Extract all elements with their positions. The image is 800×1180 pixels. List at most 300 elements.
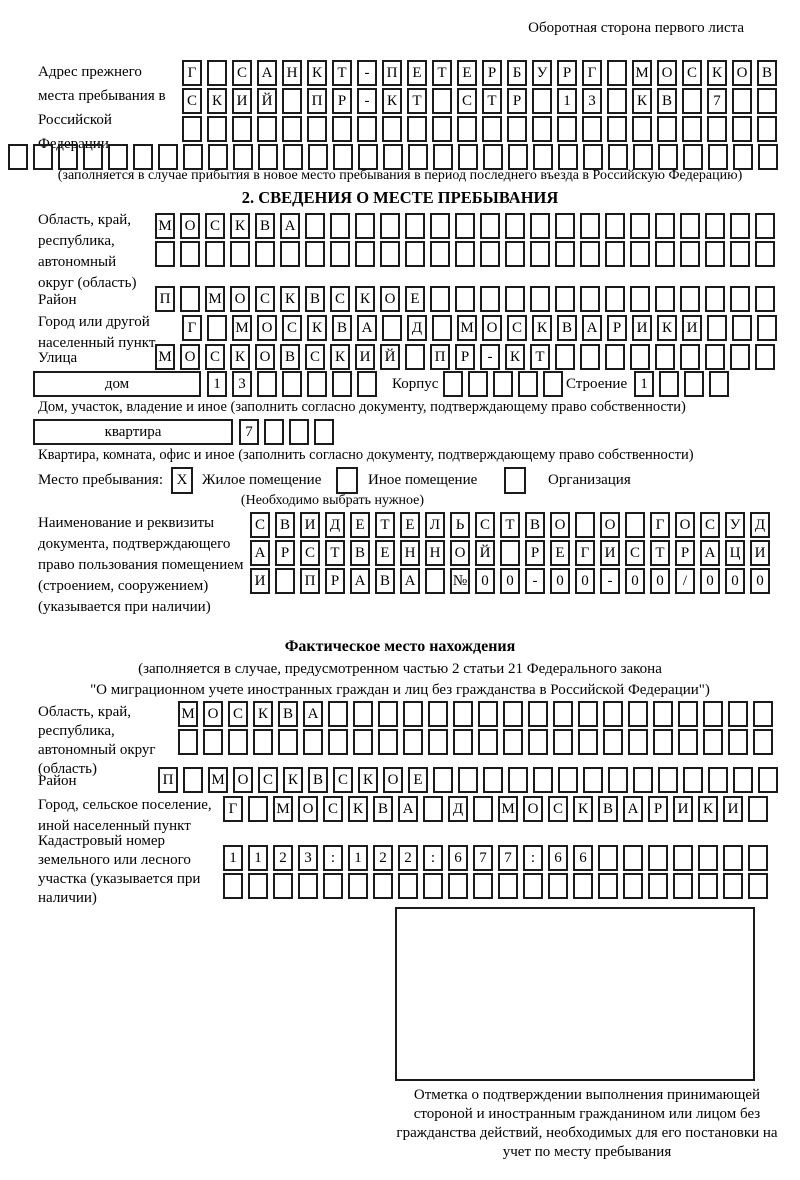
- char-cell[interactable]: 3: [298, 845, 318, 871]
- char-cell[interactable]: [648, 845, 668, 871]
- prev-address-row-2[interactable]: [182, 88, 777, 114]
- char-cell[interactable]: Н: [282, 60, 302, 86]
- char-cell[interactable]: [483, 144, 503, 170]
- char-cell[interactable]: Й: [380, 344, 400, 370]
- char-cell[interactable]: [755, 286, 775, 312]
- char-cell[interactable]: Р: [557, 60, 577, 86]
- char-cell[interactable]: [733, 144, 753, 170]
- char-cell[interactable]: [733, 767, 753, 793]
- char-cell[interactable]: [728, 729, 748, 755]
- char-cell[interactable]: [432, 116, 452, 142]
- char-cell[interactable]: И: [300, 512, 320, 538]
- prev-address-row-4[interactable]: [8, 144, 778, 170]
- char-cell[interactable]: [603, 701, 623, 727]
- char-cell[interactable]: Р: [325, 568, 345, 594]
- char-cell[interactable]: [453, 701, 473, 727]
- char-cell[interactable]: А: [398, 796, 418, 822]
- char-cell[interactable]: :: [323, 845, 343, 871]
- char-cell[interactable]: [757, 116, 777, 142]
- char-cell[interactable]: [683, 767, 703, 793]
- char-cell[interactable]: С: [282, 315, 302, 341]
- char-cell[interactable]: [608, 767, 628, 793]
- char-cell[interactable]: С: [305, 344, 325, 370]
- char-cell[interactable]: [558, 144, 578, 170]
- checkbox-inoe[interactable]: [336, 467, 358, 494]
- char-cell[interactable]: В: [598, 796, 618, 822]
- char-cell[interactable]: О: [255, 344, 275, 370]
- char-cell[interactable]: [323, 873, 343, 899]
- char-cell[interactable]: [580, 286, 600, 312]
- char-cell[interactable]: В: [280, 344, 300, 370]
- char-cell[interactable]: [673, 873, 693, 899]
- char-cell[interactable]: 0: [500, 568, 520, 594]
- char-cell[interactable]: 1: [634, 371, 654, 397]
- char-cell[interactable]: [658, 767, 678, 793]
- char-cell[interactable]: А: [280, 213, 300, 239]
- char-cell[interactable]: М: [155, 213, 175, 239]
- char-cell[interactable]: 0: [550, 568, 570, 594]
- char-cell[interactable]: [605, 213, 625, 239]
- char-cell[interactable]: С: [228, 701, 248, 727]
- char-cell[interactable]: [730, 286, 750, 312]
- char-cell[interactable]: О: [257, 315, 277, 341]
- stroenie-cells[interactable]: [634, 371, 729, 397]
- char-cell[interactable]: Т: [325, 540, 345, 566]
- char-cell[interactable]: [548, 873, 568, 899]
- char-cell[interactable]: Е: [457, 60, 477, 86]
- char-cell[interactable]: 6: [573, 845, 593, 871]
- char-cell[interactable]: -: [480, 344, 500, 370]
- char-cell[interactable]: И: [355, 344, 375, 370]
- char-cell[interactable]: Е: [375, 540, 395, 566]
- char-cell[interactable]: [483, 767, 503, 793]
- char-cell[interactable]: У: [532, 60, 552, 86]
- char-cell[interactable]: [503, 701, 523, 727]
- ulitsa-row[interactable]: [155, 344, 775, 370]
- char-cell[interactable]: [607, 88, 627, 114]
- char-cell[interactable]: [607, 60, 627, 86]
- char-cell[interactable]: М: [498, 796, 518, 822]
- char-cell[interactable]: [732, 88, 752, 114]
- char-cell[interactable]: О: [732, 60, 752, 86]
- char-cell[interactable]: [730, 344, 750, 370]
- char-cell[interactable]: [580, 344, 600, 370]
- char-cell[interactable]: [258, 144, 278, 170]
- char-cell[interactable]: [503, 729, 523, 755]
- char-cell[interactable]: [755, 213, 775, 239]
- char-cell[interactable]: В: [332, 315, 352, 341]
- char-cell[interactable]: [223, 873, 243, 899]
- char-cell[interactable]: [553, 729, 573, 755]
- char-cell[interactable]: Е: [550, 540, 570, 566]
- char-cell[interactable]: [678, 729, 698, 755]
- char-cell[interactable]: С: [507, 315, 527, 341]
- char-cell[interactable]: А: [350, 568, 370, 594]
- char-cell[interactable]: [555, 344, 575, 370]
- char-cell[interactable]: И: [232, 88, 252, 114]
- char-cell[interactable]: Г: [223, 796, 243, 822]
- char-cell[interactable]: [455, 286, 475, 312]
- char-cell[interactable]: /: [675, 568, 695, 594]
- char-cell[interactable]: 0: [700, 568, 720, 594]
- char-cell[interactable]: [598, 873, 618, 899]
- char-cell[interactable]: М: [232, 315, 252, 341]
- char-cell[interactable]: У: [725, 512, 745, 538]
- char-cell[interactable]: [480, 286, 500, 312]
- char-cell[interactable]: 7: [707, 88, 727, 114]
- char-cell[interactable]: К: [253, 701, 273, 727]
- char-cell[interactable]: К: [382, 88, 402, 114]
- fact-oblast-row-2[interactable]: [178, 729, 773, 755]
- fact-oblast-row-1[interactable]: [178, 701, 773, 727]
- char-cell[interactable]: [473, 873, 493, 899]
- raion-row[interactable]: [155, 286, 775, 312]
- char-cell[interactable]: [757, 88, 777, 114]
- char-cell[interactable]: [289, 419, 309, 445]
- char-cell[interactable]: [432, 315, 452, 341]
- oblast-row-1[interactable]: [155, 213, 775, 239]
- char-cell[interactable]: [83, 144, 103, 170]
- char-cell[interactable]: Н: [400, 540, 420, 566]
- char-cell[interactable]: 2: [398, 845, 418, 871]
- char-cell[interactable]: П: [158, 767, 178, 793]
- char-cell[interactable]: [623, 873, 643, 899]
- char-cell[interactable]: [753, 701, 773, 727]
- char-cell[interactable]: [232, 116, 252, 142]
- char-cell[interactable]: [328, 701, 348, 727]
- char-cell[interactable]: [628, 701, 648, 727]
- char-cell[interactable]: С: [205, 213, 225, 239]
- char-cell[interactable]: Г: [182, 315, 202, 341]
- char-cell[interactable]: К: [307, 60, 327, 86]
- char-cell[interactable]: Т: [407, 88, 427, 114]
- char-cell[interactable]: [632, 116, 652, 142]
- char-cell[interactable]: [380, 213, 400, 239]
- char-cell[interactable]: М: [632, 60, 652, 86]
- char-cell[interactable]: [528, 701, 548, 727]
- char-cell[interactable]: [228, 729, 248, 755]
- char-cell[interactable]: [493, 371, 513, 397]
- char-cell[interactable]: [608, 144, 628, 170]
- char-cell[interactable]: Р: [648, 796, 668, 822]
- kvartira-cells[interactable]: [239, 419, 334, 445]
- char-cell[interactable]: А: [700, 540, 720, 566]
- char-cell[interactable]: [428, 729, 448, 755]
- char-cell[interactable]: К: [330, 344, 350, 370]
- char-cell[interactable]: [658, 144, 678, 170]
- char-cell[interactable]: [430, 241, 450, 267]
- char-cell[interactable]: [108, 144, 128, 170]
- char-cell[interactable]: [330, 213, 350, 239]
- char-cell[interactable]: :: [423, 845, 443, 871]
- char-cell[interactable]: [532, 88, 552, 114]
- char-cell[interactable]: [403, 701, 423, 727]
- char-cell[interactable]: М: [178, 701, 198, 727]
- dom-cells[interactable]: [207, 371, 377, 397]
- char-cell[interactable]: [657, 116, 677, 142]
- char-cell[interactable]: [180, 241, 200, 267]
- char-cell[interactable]: В: [305, 286, 325, 312]
- char-cell[interactable]: [478, 701, 498, 727]
- char-cell[interactable]: [478, 729, 498, 755]
- char-cell[interactable]: [303, 729, 323, 755]
- char-cell[interactable]: [582, 116, 602, 142]
- char-cell[interactable]: [698, 845, 718, 871]
- char-cell[interactable]: [728, 701, 748, 727]
- char-cell[interactable]: Н: [425, 540, 445, 566]
- char-cell[interactable]: [373, 873, 393, 899]
- char-cell[interactable]: В: [757, 60, 777, 86]
- char-cell[interactable]: 2: [273, 845, 293, 871]
- char-cell[interactable]: Д: [448, 796, 468, 822]
- char-cell[interactable]: В: [278, 701, 298, 727]
- char-cell[interactable]: [508, 144, 528, 170]
- char-cell[interactable]: [155, 241, 175, 267]
- char-cell[interactable]: [332, 371, 352, 397]
- char-cell[interactable]: 0: [750, 568, 770, 594]
- char-cell[interactable]: М: [208, 767, 228, 793]
- char-cell[interactable]: Р: [675, 540, 695, 566]
- char-cell[interactable]: [233, 144, 253, 170]
- char-cell[interactable]: [382, 315, 402, 341]
- char-cell[interactable]: [678, 701, 698, 727]
- char-cell[interactable]: [333, 144, 353, 170]
- char-cell[interactable]: [633, 144, 653, 170]
- char-cell[interactable]: С: [323, 796, 343, 822]
- char-cell[interactable]: [405, 344, 425, 370]
- char-cell[interactable]: [500, 540, 520, 566]
- char-cell[interactable]: [533, 144, 553, 170]
- char-cell[interactable]: [58, 144, 78, 170]
- char-cell[interactable]: О: [180, 213, 200, 239]
- char-cell[interactable]: 1: [207, 371, 227, 397]
- char-cell[interactable]: [405, 213, 425, 239]
- char-cell[interactable]: [575, 512, 595, 538]
- char-cell[interactable]: М: [205, 286, 225, 312]
- char-cell[interactable]: [443, 371, 463, 397]
- char-cell[interactable]: [480, 241, 500, 267]
- char-cell[interactable]: Б: [507, 60, 527, 86]
- char-cell[interactable]: [248, 873, 268, 899]
- char-cell[interactable]: Т: [332, 60, 352, 86]
- char-cell[interactable]: [355, 213, 375, 239]
- char-cell[interactable]: Т: [432, 60, 452, 86]
- char-cell[interactable]: [757, 315, 777, 341]
- char-cell[interactable]: О: [523, 796, 543, 822]
- char-cell[interactable]: [748, 796, 768, 822]
- char-cell[interactable]: [264, 419, 284, 445]
- char-cell[interactable]: Г: [650, 512, 670, 538]
- char-cell[interactable]: [709, 371, 729, 397]
- char-cell[interactable]: [8, 144, 28, 170]
- char-cell[interactable]: [723, 845, 743, 871]
- char-cell[interactable]: В: [375, 568, 395, 594]
- char-cell[interactable]: [282, 88, 302, 114]
- char-cell[interactable]: [358, 144, 378, 170]
- char-cell[interactable]: [703, 729, 723, 755]
- char-cell[interactable]: П: [382, 60, 402, 86]
- char-cell[interactable]: [578, 701, 598, 727]
- char-cell[interactable]: [282, 371, 302, 397]
- char-cell[interactable]: [432, 88, 452, 114]
- char-cell[interactable]: [353, 701, 373, 727]
- checkbox-organizatsiya[interactable]: [504, 467, 526, 494]
- char-cell[interactable]: [732, 116, 752, 142]
- char-cell[interactable]: [505, 213, 525, 239]
- char-cell[interactable]: О: [675, 512, 695, 538]
- char-cell[interactable]: Л: [425, 512, 445, 538]
- char-cell[interactable]: [633, 767, 653, 793]
- char-cell[interactable]: [455, 213, 475, 239]
- char-cell[interactable]: С: [182, 88, 202, 114]
- char-cell[interactable]: С: [300, 540, 320, 566]
- char-cell[interactable]: [655, 286, 675, 312]
- char-cell[interactable]: С: [232, 60, 252, 86]
- char-cell[interactable]: М: [273, 796, 293, 822]
- char-cell[interactable]: 3: [582, 88, 602, 114]
- char-cell[interactable]: [207, 116, 227, 142]
- char-cell[interactable]: П: [307, 88, 327, 114]
- char-cell[interactable]: [455, 241, 475, 267]
- char-cell[interactable]: [278, 729, 298, 755]
- char-cell[interactable]: [453, 729, 473, 755]
- char-cell[interactable]: [705, 344, 725, 370]
- char-cell[interactable]: О: [298, 796, 318, 822]
- char-cell[interactable]: [353, 729, 373, 755]
- char-cell[interactable]: [423, 796, 443, 822]
- char-cell[interactable]: К: [698, 796, 718, 822]
- char-cell[interactable]: [723, 873, 743, 899]
- char-cell[interactable]: [448, 873, 468, 899]
- char-cell[interactable]: [680, 213, 700, 239]
- char-cell[interactable]: [705, 241, 725, 267]
- char-cell[interactable]: [630, 286, 650, 312]
- char-cell[interactable]: 7: [498, 845, 518, 871]
- char-cell[interactable]: К: [707, 60, 727, 86]
- char-cell[interactable]: [523, 873, 543, 899]
- char-cell[interactable]: [430, 213, 450, 239]
- char-cell[interactable]: [433, 144, 453, 170]
- char-cell[interactable]: М: [155, 344, 175, 370]
- char-cell[interactable]: П: [300, 568, 320, 594]
- char-cell[interactable]: [203, 729, 223, 755]
- char-cell[interactable]: [533, 767, 553, 793]
- char-cell[interactable]: [553, 701, 573, 727]
- char-cell[interactable]: [248, 796, 268, 822]
- kadastr-row-1[interactable]: [223, 845, 768, 871]
- char-cell[interactable]: [205, 241, 225, 267]
- char-cell[interactable]: [230, 241, 250, 267]
- char-cell[interactable]: Г: [182, 60, 202, 86]
- char-cell[interactable]: [275, 568, 295, 594]
- char-cell[interactable]: [305, 241, 325, 267]
- char-cell[interactable]: И: [750, 540, 770, 566]
- char-cell[interactable]: [755, 344, 775, 370]
- char-cell[interactable]: Ц: [725, 540, 745, 566]
- char-cell[interactable]: Д: [407, 315, 427, 341]
- char-cell[interactable]: [555, 213, 575, 239]
- fact-gorod-row[interactable]: [223, 796, 768, 822]
- char-cell[interactable]: Ь: [450, 512, 470, 538]
- char-cell[interactable]: [507, 116, 527, 142]
- char-cell[interactable]: [705, 286, 725, 312]
- char-cell[interactable]: :: [523, 845, 543, 871]
- char-cell[interactable]: [508, 767, 528, 793]
- char-cell[interactable]: [758, 767, 778, 793]
- char-cell[interactable]: [683, 144, 703, 170]
- char-cell[interactable]: [655, 241, 675, 267]
- char-cell[interactable]: П: [430, 344, 450, 370]
- char-cell[interactable]: С: [625, 540, 645, 566]
- char-cell[interactable]: [183, 144, 203, 170]
- char-cell[interactable]: К: [207, 88, 227, 114]
- char-cell[interactable]: [707, 315, 727, 341]
- char-cell[interactable]: [648, 873, 668, 899]
- char-cell[interactable]: О: [450, 540, 470, 566]
- char-cell[interactable]: С: [258, 767, 278, 793]
- char-cell[interactable]: [480, 213, 500, 239]
- korpus-cells[interactable]: [443, 371, 563, 397]
- char-cell[interactable]: [630, 213, 650, 239]
- char-cell[interactable]: [458, 144, 478, 170]
- char-cell[interactable]: [398, 873, 418, 899]
- char-cell[interactable]: [348, 873, 368, 899]
- char-cell[interactable]: П: [155, 286, 175, 312]
- char-cell[interactable]: [357, 371, 377, 397]
- char-cell[interactable]: С: [548, 796, 568, 822]
- char-cell[interactable]: [703, 701, 723, 727]
- char-cell[interactable]: К: [632, 88, 652, 114]
- char-cell[interactable]: [180, 286, 200, 312]
- char-cell[interactable]: С: [682, 60, 702, 86]
- char-cell[interactable]: [257, 371, 277, 397]
- char-cell[interactable]: [458, 767, 478, 793]
- char-cell[interactable]: [305, 213, 325, 239]
- char-cell[interactable]: Т: [530, 344, 550, 370]
- char-cell[interactable]: [433, 767, 453, 793]
- char-cell[interactable]: [328, 729, 348, 755]
- char-cell[interactable]: С: [700, 512, 720, 538]
- char-cell[interactable]: Е: [400, 512, 420, 538]
- char-cell[interactable]: [707, 116, 727, 142]
- char-cell[interactable]: [473, 796, 493, 822]
- char-cell[interactable]: И: [632, 315, 652, 341]
- char-cell[interactable]: [623, 845, 643, 871]
- char-cell[interactable]: [183, 767, 203, 793]
- prev-address-row-1[interactable]: [182, 60, 777, 86]
- char-cell[interactable]: [430, 286, 450, 312]
- char-cell[interactable]: К: [505, 344, 525, 370]
- char-cell[interactable]: С: [255, 286, 275, 312]
- char-cell[interactable]: В: [255, 213, 275, 239]
- char-cell[interactable]: Е: [407, 60, 427, 86]
- char-cell[interactable]: 2: [373, 845, 393, 871]
- char-cell[interactable]: -: [357, 88, 377, 114]
- char-cell[interactable]: 1: [248, 845, 268, 871]
- char-cell[interactable]: К: [573, 796, 593, 822]
- char-cell[interactable]: К: [283, 767, 303, 793]
- char-cell[interactable]: Р: [332, 88, 352, 114]
- char-cell[interactable]: [698, 873, 718, 899]
- char-cell[interactable]: Р: [275, 540, 295, 566]
- char-cell[interactable]: О: [203, 701, 223, 727]
- char-cell[interactable]: [630, 241, 650, 267]
- char-cell[interactable]: [555, 286, 575, 312]
- char-cell[interactable]: [307, 116, 327, 142]
- char-cell[interactable]: Р: [455, 344, 475, 370]
- char-cell[interactable]: [207, 315, 227, 341]
- oblast-row-2[interactable]: [155, 241, 775, 267]
